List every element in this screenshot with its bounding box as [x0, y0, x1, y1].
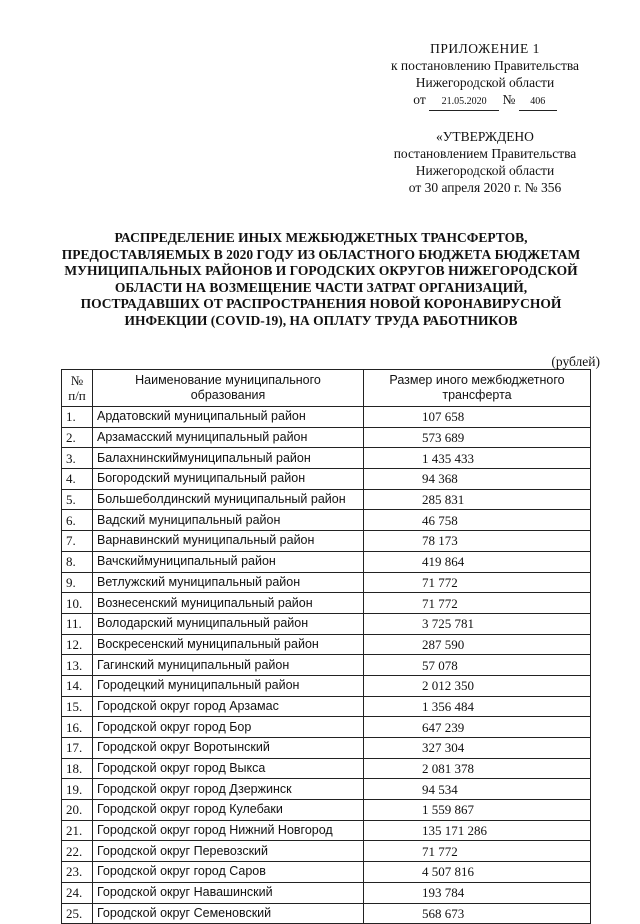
table-row	[62, 489, 591, 510]
unit-label: (рублей)	[551, 354, 600, 369]
table-row	[62, 758, 591, 779]
transfer-amount: 4 507 816	[364, 862, 591, 883]
row-number: 22.	[62, 841, 93, 862]
table-row	[62, 510, 591, 531]
table-row	[62, 531, 591, 552]
municipality-name: Городской округ Навашинский	[93, 882, 364, 903]
table-row	[62, 779, 591, 800]
header-name: Наименование муниципального образования	[93, 370, 364, 407]
municipality-name: Воскресенский муниципальный район	[93, 634, 364, 655]
transfer-amount: 193 784	[364, 882, 591, 903]
table-row	[62, 882, 591, 903]
transfer-amount: 3 725 781	[364, 613, 591, 634]
header-number: № п/п	[62, 370, 93, 407]
transfer-amount: 71 772	[364, 572, 591, 593]
municipality-name: Варнавинский муниципальный район	[93, 531, 364, 552]
transfer-amount: 71 772	[364, 593, 591, 614]
transfer-amount: 57 078	[364, 655, 591, 676]
transfer-amount: 78 173	[364, 531, 591, 552]
municipality-name: Гагинский муниципальный район	[93, 655, 364, 676]
row-number: 14.	[62, 675, 93, 696]
table-row	[62, 862, 591, 883]
table-row	[62, 738, 591, 759]
document-title: РАСПРЕДЕЛЕНИЕ ИНЫХ МЕЖБЮДЖЕТНЫХ ТРАНСФЕРТОВ, ПРЕДОСТАВЛЯЕМЫХ В 2020 ГОДУ ИЗ ОБЛАСТНОГО БЮДЖЕТА БЮДЖЕТАМ МУНИЦИПАЛЬНЫХ РАЙОНОВ И ГОРОДСКИХ ОКРУГОВ НИЖЕГОРОДСКОЙ ОБЛАСТИ НА ВОЗМЕЩЕНИЕ ЧАСТИ ЗАТРАТ ОРГАНИЗАЦИЙ, ПОСТРАДАВШИХ ОТ РАСПРОСТРАНЕНИЯ НОВОЙ КОРОНАВИРУСНОЙ ИНФЕКЦИИ (COVID-19), НА ОПЛАТУ ТРУДА РАБОТНИКОВ	[61, 230, 581, 328]
table-row	[62, 469, 591, 490]
transfer-amount: 2 012 350	[364, 675, 591, 696]
row-number: 5.	[62, 489, 93, 510]
row-number: 24.	[62, 882, 93, 903]
transfer-amount: 135 171 286	[364, 820, 591, 841]
transfer-amount: 107 658	[364, 407, 591, 428]
row-number: 7.	[62, 531, 93, 552]
row-number: 1.	[62, 407, 93, 428]
transfer-amount: 1 559 867	[364, 800, 591, 821]
transfer-amount: 287 590	[364, 634, 591, 655]
transfer-amount: 327 304	[364, 738, 591, 759]
table-row	[62, 675, 591, 696]
decree-date: 21.05.2020	[429, 93, 499, 111]
approved-line3: Нижегородской области	[415, 163, 555, 178]
table-row	[62, 717, 591, 738]
municipality-name: Вачскиймуниципальный район	[93, 551, 364, 572]
table-row	[62, 593, 591, 614]
transfer-amount: 94 534	[364, 779, 591, 800]
appendix-line1: к постановлению Правительства	[390, 58, 580, 73]
transfer-amount: 71 772	[364, 841, 591, 862]
appendix-block	[370, 40, 600, 111]
municipality-name: Ветлужский муниципальный район	[93, 572, 364, 593]
municipality-name: Городской округ город Саров	[93, 862, 364, 883]
row-number: 25.	[62, 903, 93, 924]
municipality-name: Большеболдинский муниципальный район	[93, 489, 364, 510]
row-number: 4.	[62, 469, 93, 490]
row-number: 15.	[62, 696, 93, 717]
municipality-name: Богородский муниципальный район	[93, 469, 364, 490]
table-header-row	[62, 370, 591, 407]
municipality-name: Городской округ Воротынский	[93, 738, 364, 759]
table-row	[62, 407, 591, 428]
transfer-amount: 568 673	[364, 903, 591, 924]
row-number: 21.	[62, 820, 93, 841]
row-number: 23.	[62, 862, 93, 883]
header-amount: Размер иного межбюджетного трансферта	[364, 370, 591, 407]
approved-line4: от 30 апреля 2020 г. № 356	[408, 180, 562, 195]
appendix-line2: Нижегородской области	[415, 75, 555, 90]
date-prefix: от	[413, 92, 426, 107]
transfer-amount: 573 689	[364, 427, 591, 448]
approved-line1: «УТВЕРЖДЕНО	[436, 129, 534, 144]
row-number: 6.	[62, 510, 93, 531]
row-number: 3.	[62, 448, 93, 469]
municipality-name: Арзамасский муниципальный район	[93, 427, 364, 448]
table-row	[62, 551, 591, 572]
table-row	[62, 903, 591, 924]
municipality-name: Ардатовский муниципальный район	[93, 407, 364, 428]
row-number: 17.	[62, 738, 93, 759]
municipality-name: Вознесенский муниципальный район	[93, 593, 364, 614]
table-row	[62, 696, 591, 717]
municipality-name: Городской округ город Бор	[93, 717, 364, 738]
table-row	[62, 427, 591, 448]
number-prefix: №	[502, 92, 516, 107]
transfer-amount: 419 864	[364, 551, 591, 572]
row-number: 18.	[62, 758, 93, 779]
municipality-name: Городской округ Перевозский	[93, 841, 364, 862]
table-row	[62, 800, 591, 821]
municipality-name: Городской округ город Дзержинск	[93, 779, 364, 800]
row-number: 8.	[62, 551, 93, 572]
row-number: 2.	[62, 427, 93, 448]
municipality-name: Городской округ город Арзамас	[93, 696, 364, 717]
table-row	[62, 572, 591, 593]
decree-number: 406	[519, 93, 557, 111]
municipality-name: Вадский муниципальный район	[93, 510, 364, 531]
table-row	[62, 820, 591, 841]
transfer-amount: 285 831	[364, 489, 591, 510]
transfer-amount: 94 368	[364, 469, 591, 490]
municipality-name: Балахнинскиймуниципальный район	[93, 448, 364, 469]
transfer-table	[61, 369, 591, 924]
transfer-amount: 1 356 484	[364, 696, 591, 717]
municipality-name: Володарский муниципальный район	[93, 613, 364, 634]
row-number: 16.	[62, 717, 93, 738]
table-row	[62, 634, 591, 655]
transfer-amount: 2 081 378	[364, 758, 591, 779]
municipality-name: Городской округ город Нижний Новгород	[93, 820, 364, 841]
municipality-name: Городской округ Семеновский	[93, 903, 364, 924]
row-number: 20.	[62, 800, 93, 821]
approved-line2: постановлением Правительства	[393, 146, 577, 161]
transfer-amount: 647 239	[364, 717, 591, 738]
row-number: 13.	[62, 655, 93, 676]
table-row	[62, 448, 591, 469]
municipality-name: Городецкий муниципальный район	[93, 675, 364, 696]
row-number: 10.	[62, 593, 93, 614]
municipality-name: Городской округ город Выкса	[93, 758, 364, 779]
transfer-amount: 1 435 433	[364, 448, 591, 469]
appendix-title: ПРИЛОЖЕНИЕ 1	[430, 41, 540, 56]
row-number: 19.	[62, 779, 93, 800]
row-number: 11.	[62, 613, 93, 634]
appendix-date-line	[370, 91, 600, 111]
table-row	[62, 655, 591, 676]
table-row	[62, 841, 591, 862]
row-number: 12.	[62, 634, 93, 655]
row-number: 9.	[62, 572, 93, 593]
transfer-amount: 46 758	[364, 510, 591, 531]
table-row	[62, 613, 591, 634]
table-body	[62, 407, 591, 924]
municipality-name: Городской округ город Кулебаки	[93, 800, 364, 821]
approved-block	[370, 128, 600, 196]
